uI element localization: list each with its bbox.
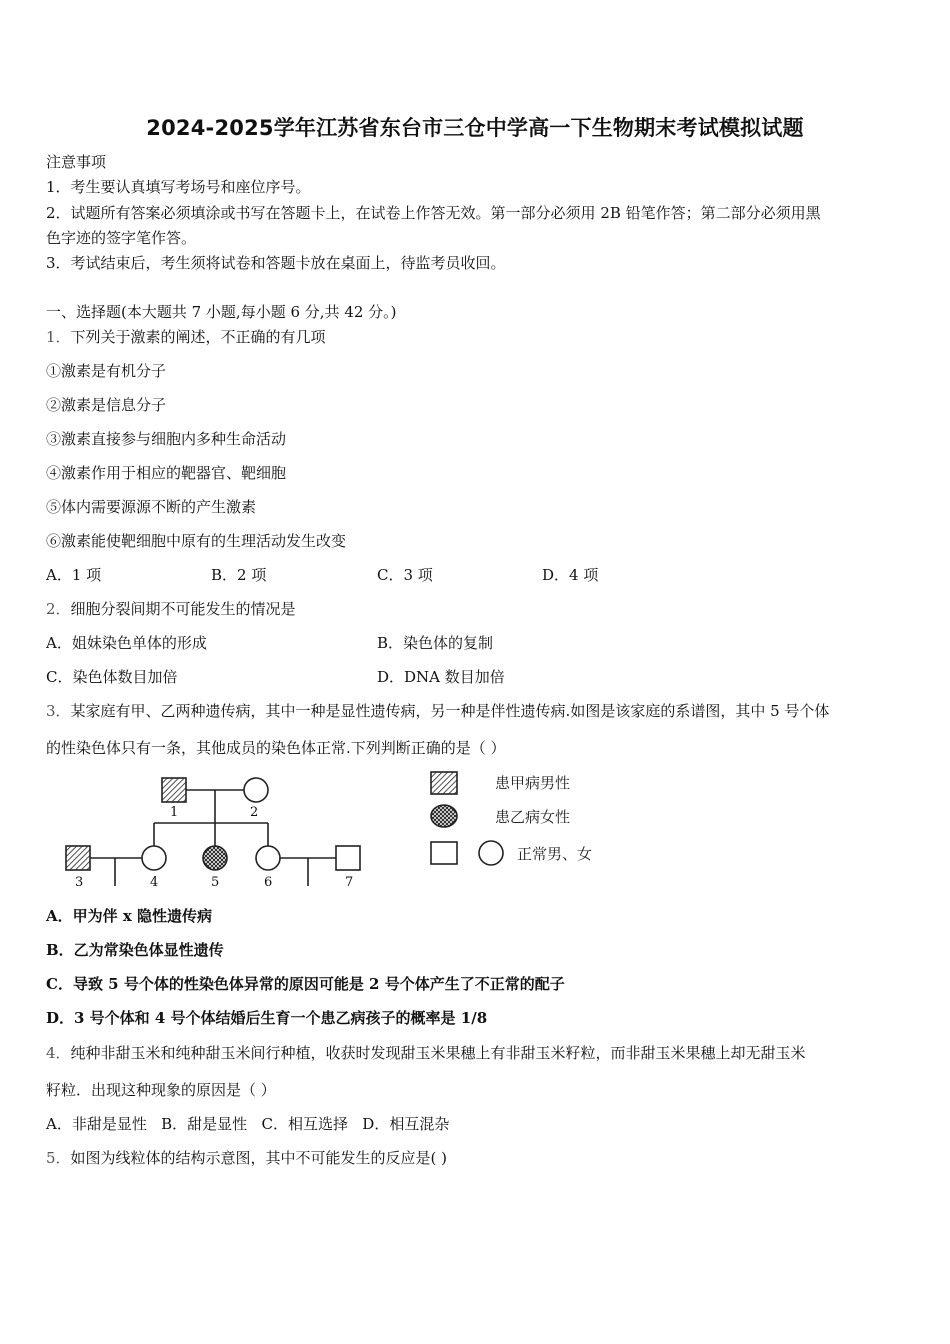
individual-2-normal-female [244,778,268,802]
option-a[interactable]: A．非甜是显性 [46,1115,147,1133]
option-a[interactable]: A．姐妹染色单体的形成 [46,634,207,652]
pedigree-label: 1 [170,805,179,820]
option-d[interactable]: D．DNA 数目加倍 [377,668,505,686]
option-a[interactable]: A．1 项 [46,566,102,584]
question-3 [46,701,829,721]
option-d[interactable]: D．4 项 [542,566,599,584]
question-2 [46,599,296,619]
individual-1-affected-male [162,778,186,802]
individual-5-affected-female [203,846,227,870]
option-c[interactable]: C．相互选择 [261,1115,348,1133]
pedigree-label: 3 [75,875,84,890]
question-stem: 细胞分裂间期不可能发生的情况是 [70,600,296,618]
option-b[interactable]: B．甜是显性 [161,1115,248,1133]
option-b[interactable]: B．染色体的复制 [377,634,494,652]
question-number: 5． [46,1149,71,1167]
notice-item: 2．试题所有答案必须填涂或书写在答题卡上，在试卷上作答无效。第一部分必须用 2B 铅笔作答；第二部分必须用黑 [46,204,821,222]
question-number: 1． [46,328,71,346]
option-b[interactable]: B．2 项 [211,566,267,584]
question-stem: 下列关于激素的阐述，不正确的有几项 [70,328,326,346]
q3-option-b[interactable]: B．乙为常染色体显性遗传 [46,941,224,959]
legend-label: 患甲病男性 [495,774,571,792]
legend-label: 患乙病女性 [495,808,571,826]
option-d[interactable]: D．相互混杂 [362,1115,450,1133]
pedigree-label: 6 [264,875,273,890]
q1-statement: ①激素是有机分子 [46,362,167,380]
q1-statement: ⑤体内需要源源不断的产生激素 [46,498,257,516]
legend-affected-female-icon [431,805,457,827]
q1-statement: ③激素直接参与细胞内多种生命活动 [46,430,287,448]
pedigree-label: 4 [150,875,159,890]
q4-options [46,1114,449,1134]
question-4 [46,1043,806,1063]
notice-heading: 注意事项 [46,153,107,171]
notice-item: 色字迹的签字笔作答。 [46,229,197,247]
individual-7-normal-male [336,846,360,870]
individual-6-normal-female [256,846,280,870]
question-stem: 如图为线粒体的结构示意图，其中不可能发生的反应是( ) [70,1149,448,1167]
question-number: 3． [46,702,71,720]
legend-affected-male-icon [431,772,457,794]
question-number: 2． [46,600,71,618]
option-c[interactable]: C．染色体数目加倍 [46,668,178,686]
question-stem: 纯种非甜玉米和纯种甜玉米间行种植，收获时发现甜玉米果穗上有非甜玉米籽粒，而非甜玉米果穗上却无甜玉米 [70,1044,806,1062]
pedigree-label: 7 [345,875,354,890]
pedigree-chart [58,768,378,890]
individual-4-normal-female [142,846,166,870]
question-number: 4． [46,1044,71,1062]
q3-option-a[interactable]: A．甲为伴 x 隐性遗传病 [46,907,213,925]
q3-option-c[interactable]: C．导致 5 号个体的性染色体异常的原因可能是 2 号个体产生了不正常的配子 [46,975,565,993]
individual-3-affected-male [66,846,90,870]
legend-label: 正常男、女 [517,845,593,863]
question-4-cont: 籽粒．出现这种现象的原因是（ ） [46,1081,276,1099]
question-stem: 某家庭有甲、乙两种遗传病，其中一种是显性遗传病，另一种是伴性遗传病.如图是该家庭的系谱图，其中 5 号个体 [70,702,830,720]
section-heading: 一、选择题(本大题共 7 小题,每小题 6 分,共 42 分。) [46,303,397,321]
page-title: 2024-2025学年江苏省东台市三仓中学高一下生物期末考试模拟试题 [146,116,804,140]
legend-normal-male-icon [431,842,457,864]
legend-normal-female-icon [479,841,503,865]
pedigree-legend [425,766,675,872]
q1-statement: ④激素作用于相应的靶器官、靶细胞 [46,464,287,482]
pedigree-label: 5 [211,875,220,890]
q3-option-d[interactable]: D．3 号个体和 4 号个体结婚后生育一个患乙病孩子的概率是 1/8 [46,1009,488,1027]
question-5 [46,1148,447,1168]
pedigree-label: 2 [250,805,259,820]
question-3-cont: 的性染色体只有一条，其他成员的染色体正常.下列判断正确的是（ ） [46,739,506,757]
option-c[interactable]: C．3 项 [377,566,433,584]
q1-statement: ②激素是信息分子 [46,396,167,414]
question-1 [46,327,326,347]
notice-item: 3．考试结束后，考生须将试卷和答题卡放在桌面上，待监考员收回。 [46,254,506,272]
q1-statement: ⑥激素能使靶细胞中原有的生理活动发生改变 [46,532,347,550]
notice-item: 1．考生要认真填写考场号和座位序号。 [46,178,311,196]
